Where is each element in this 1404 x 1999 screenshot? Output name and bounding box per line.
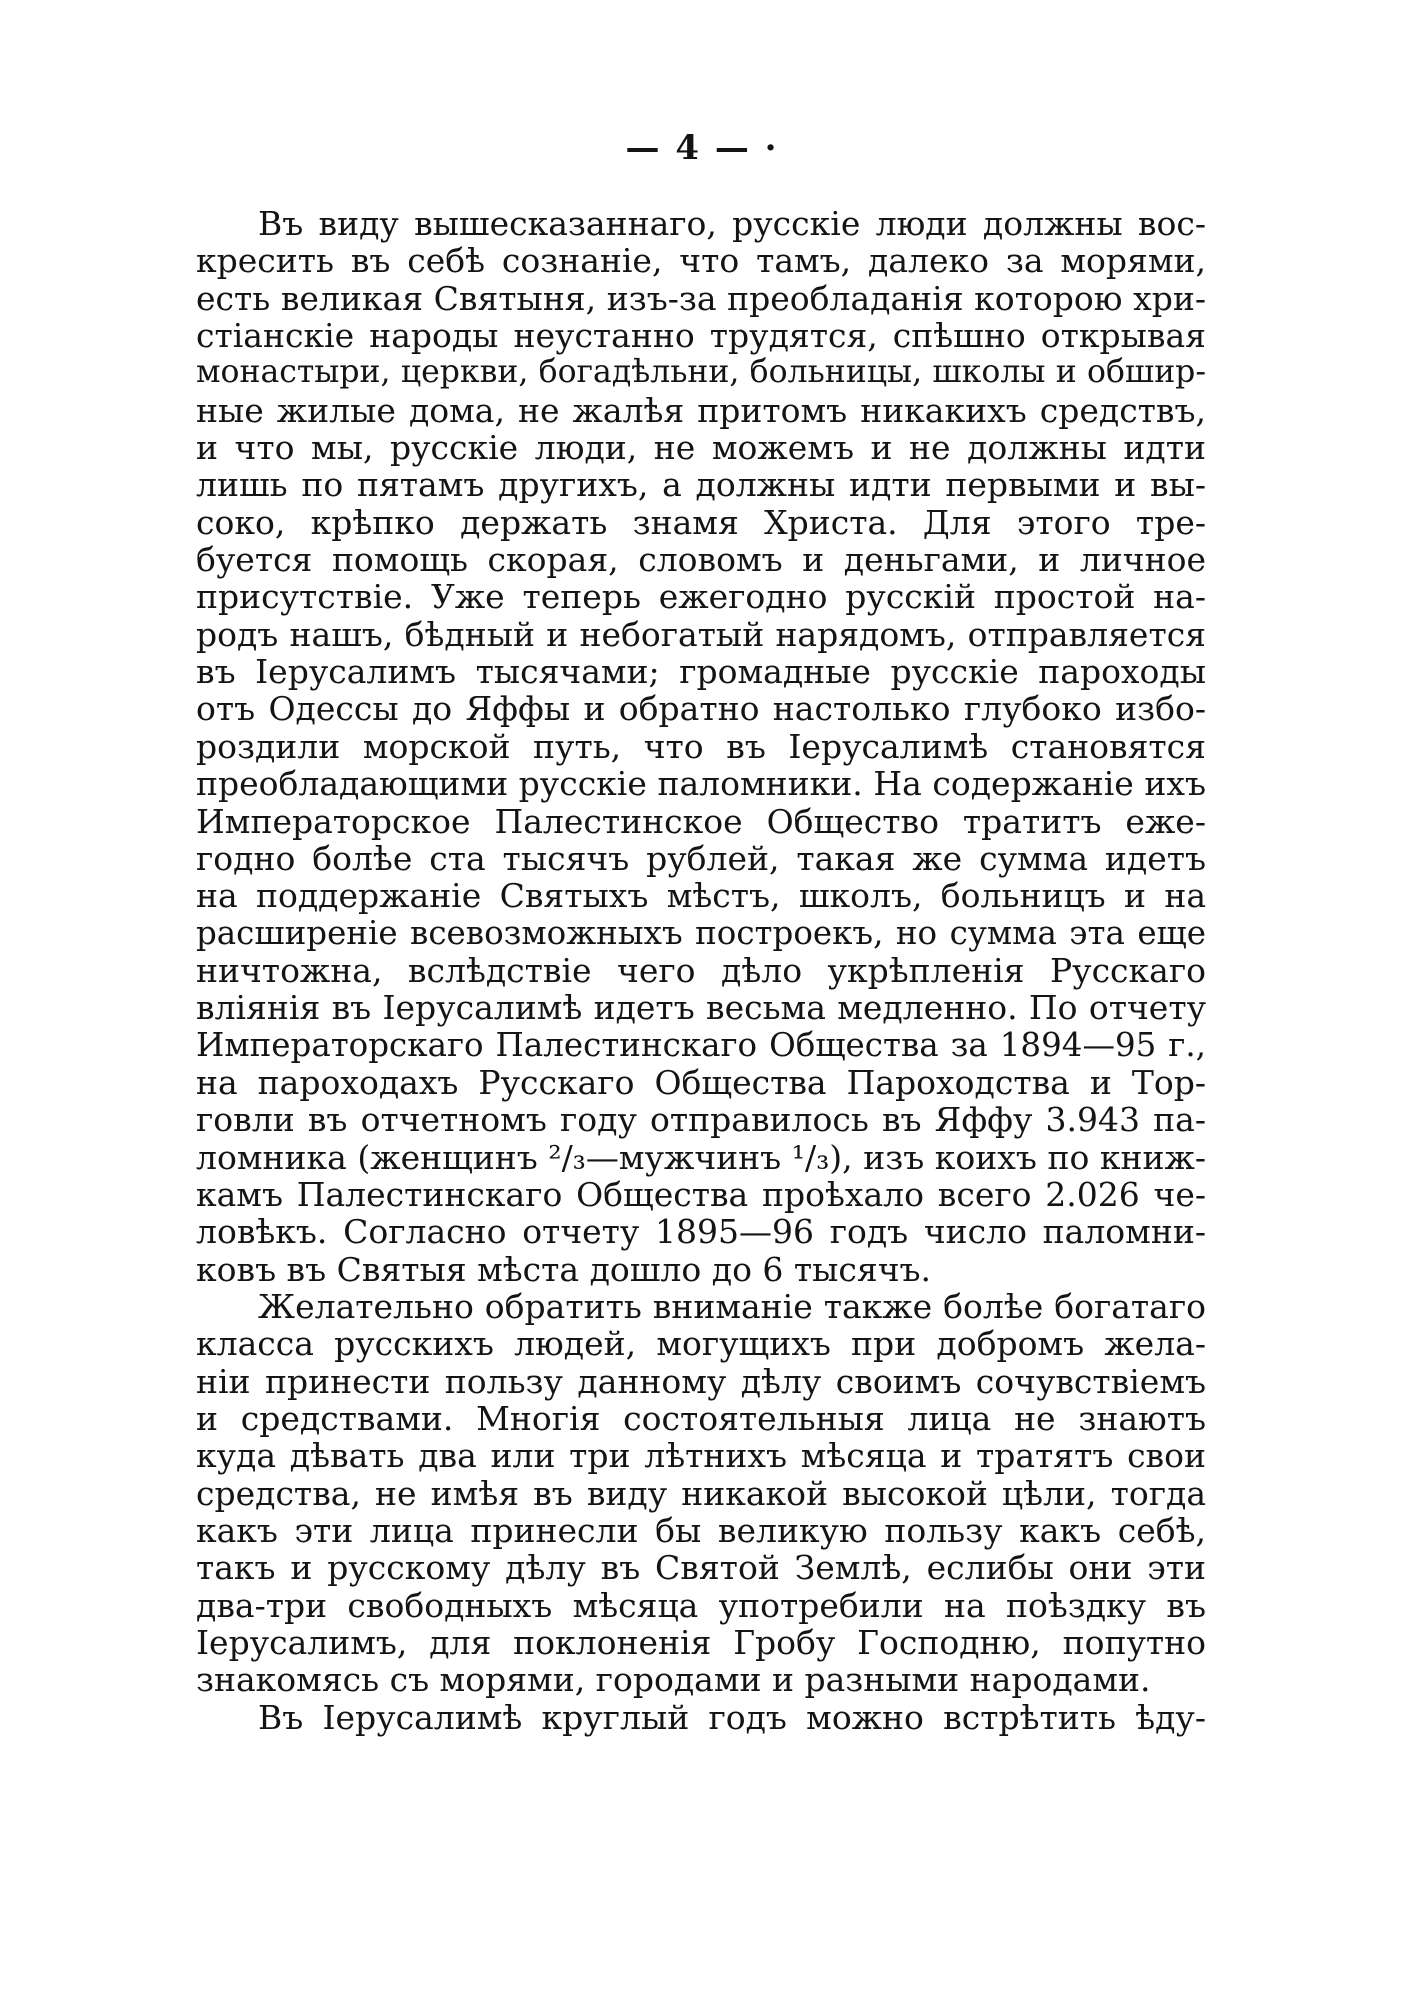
text-line: стіанскіе народы неустанно трудятся, спѣшно открывая bbox=[196, 316, 1206, 356]
text-line: Императорское Палестинское Общество тратитъ еже- bbox=[196, 801, 1206, 841]
paragraph-2 bbox=[196, 1288, 1206, 1699]
text-line: монастыри, церкви, богадѣльни, больницы, школы и обшир- bbox=[196, 354, 1206, 391]
text-line: класса русскихъ людей, могущихъ при добромъ жела- bbox=[196, 1324, 1206, 1364]
text-line: какъ эти лица принесли бы великую пользу какъ себѣ, bbox=[196, 1511, 1206, 1551]
text-line: расширеніе всевозможныхъ построекъ, но сумма эта еще bbox=[196, 913, 1206, 952]
text-line: кресить въ себѣ сознаніе, что тамъ, далеко за морями, bbox=[196, 241, 1206, 281]
text-line: Въ виду вышесказаннаго, русскіе люди должны вос- bbox=[258, 204, 1206, 243]
text-line: присутствіе. Уже теперь ежегодно русскій простой на- bbox=[196, 577, 1206, 617]
text-line: въ Іерусалимъ тысячами; громадные русскіе пароходы bbox=[196, 652, 1206, 692]
text-line: Въ Іерусалимѣ круглый годъ можно встрѣтить ѣду- bbox=[258, 1697, 1206, 1737]
text-line: средства, не имѣя въ виду никакой высокой цѣли, тогда bbox=[196, 1473, 1206, 1513]
text-line: Желательно обратить вниманіе также болѣе богатаго bbox=[258, 1286, 1206, 1326]
text-line: годно болѣе ста тысячъ рублей, такая же сумма идетъ bbox=[196, 838, 1206, 878]
text-line: буется помощь скорая, словомъ и деньгами, и личное bbox=[196, 540, 1206, 580]
text-line: преобладающими русскіе паломники. На содержаніе ихъ bbox=[196, 764, 1206, 804]
text-line: Императорскаго Палестинскаго Общества за 1894—95 г., bbox=[196, 1025, 1206, 1064]
text-line: и средствами. Многія состоятельныя лица не знаютъ bbox=[196, 1399, 1206, 1438]
text-line: ловѣкъ. Согласно отчету 1895—96 годъ число паломни- bbox=[196, 1212, 1206, 1252]
text-line: лишь по пятамъ другихъ, а должны идти первыми и вы- bbox=[196, 465, 1206, 505]
text-line: знакомясь съ морями, городами и разными народами. bbox=[196, 1660, 1151, 1700]
text-line: куда дѣвать два или три лѣтнихъ мѣсяца и тратятъ свои bbox=[196, 1436, 1206, 1476]
text-body bbox=[196, 205, 1206, 1736]
text-line: роздили морской путь, что въ Іерусалимѣ становятся bbox=[196, 726, 1206, 766]
text-line: вліянія въ Іерусалимѣ идетъ весьма медленно. По отчету bbox=[196, 988, 1206, 1028]
text-line: камъ Палестинскаго Общества проѣхало всего 2.026 че- bbox=[196, 1174, 1206, 1214]
text-line: ные жилые дома, не жалѣя притомъ никакихъ средствъ, bbox=[196, 390, 1206, 430]
page-number: — 4 — · bbox=[625, 128, 779, 168]
text-line: два-три свободныхъ мѣсяца употребили на поѣздку въ bbox=[196, 1585, 1206, 1625]
text-line: родъ нашъ, бѣдный и небогатый нарядомъ, отправляется bbox=[196, 614, 1206, 654]
text-line: говли въ отчетномъ году отправилось въ Яффу 3.943 па- bbox=[196, 1100, 1206, 1140]
text-line: отъ Одессы до Яффы и обратно настолько глубоко избо- bbox=[196, 689, 1206, 729]
text-line: ничтожна, вслѣдствіе чего дѣло укрѣпленія Русскаго bbox=[196, 950, 1206, 990]
text-line: и что мы, русскіе люди, не можемъ и не должны идти bbox=[196, 428, 1206, 468]
text-line: на пароходахъ Русскаго Общества Пароходства и Тор- bbox=[196, 1062, 1206, 1102]
text-line: ковъ въ Святыя мѣста дошло до 6 тысячъ. bbox=[196, 1249, 932, 1289]
paragraph-1 bbox=[196, 205, 1206, 1288]
text-line: на поддержаніе Святыхъ мѣстъ, школъ, больницъ и на bbox=[196, 876, 1206, 916]
text-line: ломника (женщинъ ²/₃—мужчинъ ¹/₃), изъ коихъ по книж- bbox=[196, 1137, 1206, 1177]
text-line: есть великая Святыня, изъ-за преобладанія которою хри- bbox=[196, 278, 1206, 318]
text-line: такъ и русскому дѣлу въ Святой Землѣ, еслибы они эти bbox=[196, 1548, 1206, 1588]
text-line: Іерусалимъ, для поклоненія Гробу Господню, попутно bbox=[196, 1623, 1206, 1663]
paragraph-3 bbox=[196, 1699, 1206, 1736]
text-line: ніи принести пользу данному дѣлу своимъ сочувствіемъ bbox=[196, 1361, 1206, 1401]
text-line: соко, крѣпко держать знамя Христа. Для этого тре- bbox=[196, 502, 1206, 542]
